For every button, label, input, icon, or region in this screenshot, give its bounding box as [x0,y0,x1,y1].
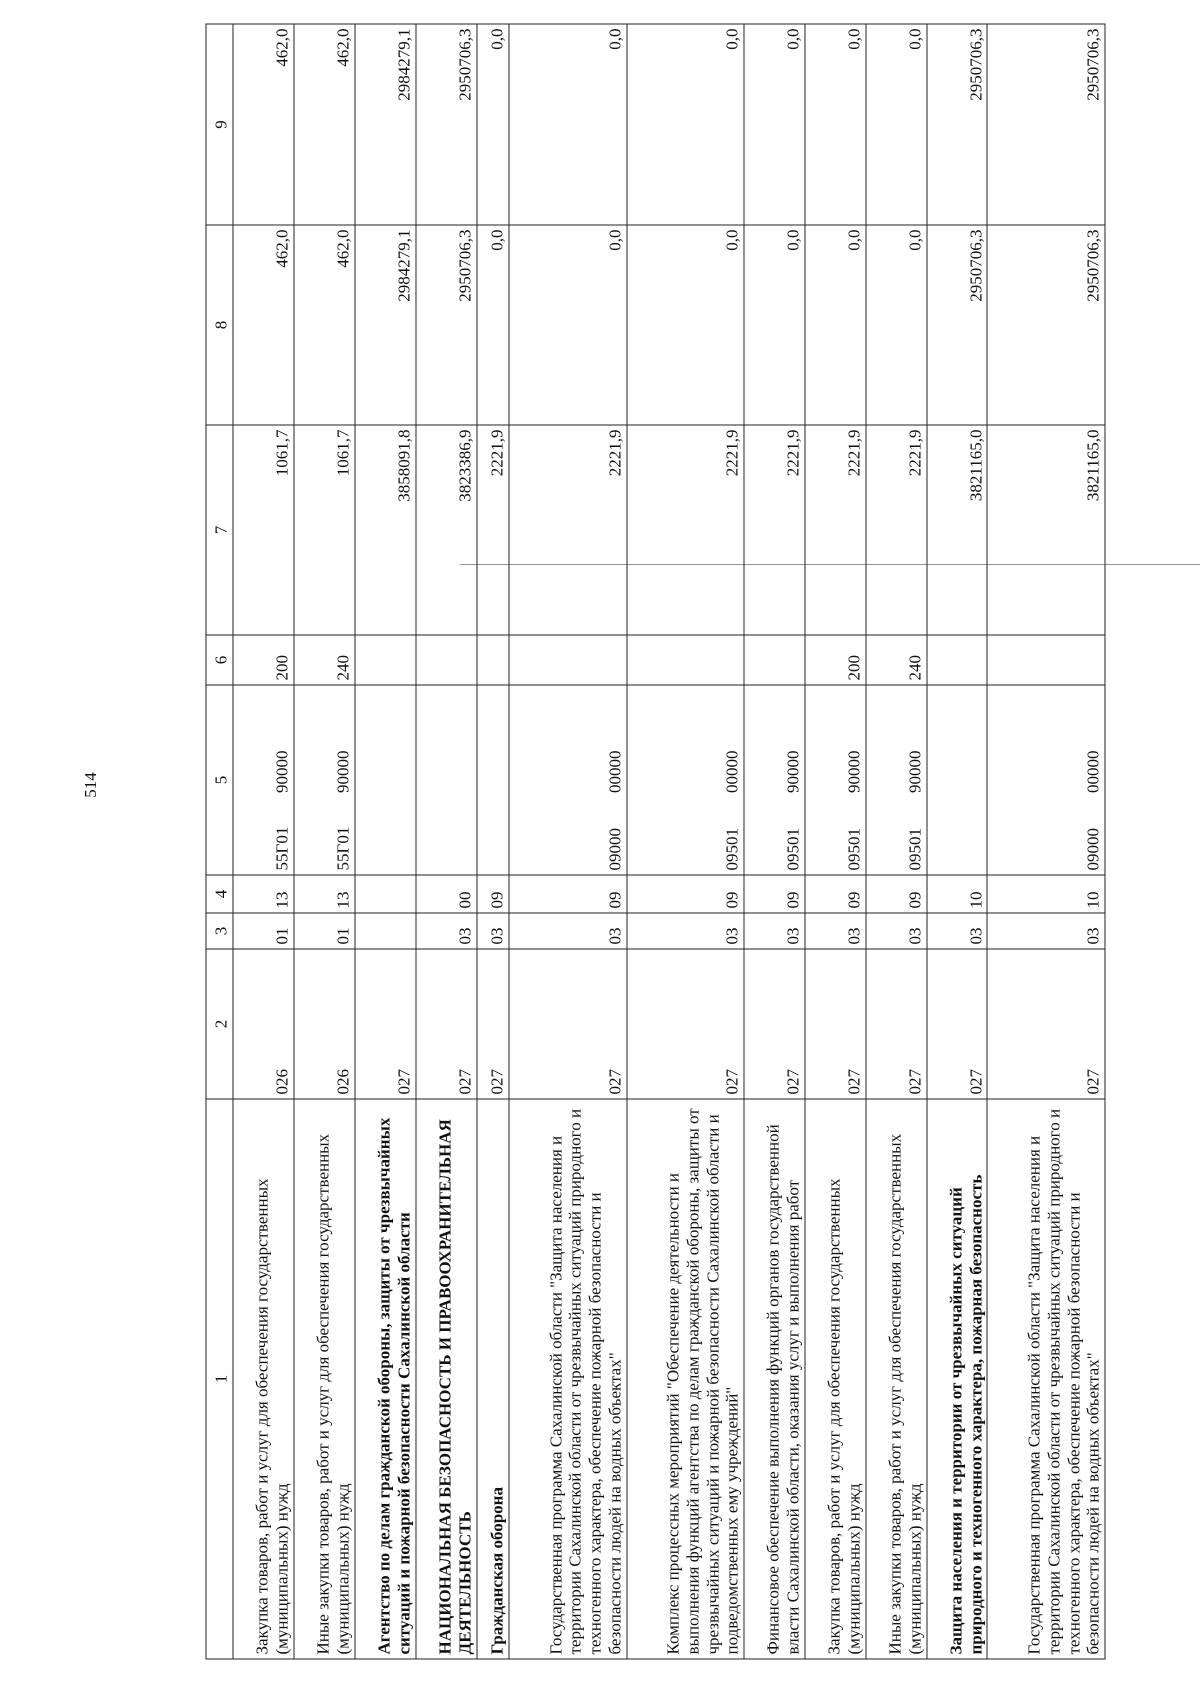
row-section-code: 03 [509,913,626,949]
row-amount-col7: 2221,9 [744,425,805,635]
row-program-code [355,685,416,875]
row-section-code: 03 [987,913,1105,949]
row-subsection-code: 10 [927,875,988,913]
row-amount-col8: 0,0 [477,225,510,425]
col-header-3: 3 [206,913,233,949]
row-ministry-code: 027 [866,949,927,1099]
row-expense-type: 240 [866,635,927,685]
program-code-part-1: 09501 [844,828,864,871]
row-amount-col9: 2950706,3 [987,24,1105,225]
row-amount-col7: 2221,9 [866,425,927,635]
col-header-7: 7 [206,425,233,635]
row-section-code: 03 [866,913,927,949]
row-amount-col9: 0,0 [744,24,805,225]
row-program-code [233,685,294,875]
row-amount-col8: 462,0 [233,225,294,425]
row-section-code [355,913,416,949]
header-row [206,24,233,1659]
row-amount-col9: 462,0 [233,24,294,225]
row-expense-type [744,635,805,685]
col-header-6: 6 [206,635,233,685]
table-row [509,24,626,1659]
table-row [744,24,805,1659]
row-amount-col8: 2950706,3 [416,225,477,425]
row-amount-col7: 3821165,0 [987,425,1105,635]
table-row [987,24,1105,1659]
row-program-code [805,685,866,875]
row-amount-col8: 0,0 [627,225,744,425]
row-ministry-code: 027 [355,949,416,1099]
row-amount-col8: 0,0 [805,225,866,425]
row-section-code: 03 [927,913,988,949]
row-name: Гражданская оборона [477,1099,510,1659]
row-name: Защита населения и территории от чрезвычайных ситуаций природного и техногенного характера, пожарная безопасность [927,1099,988,1659]
row-ministry-code: 027 [509,949,626,1099]
table-row [927,24,988,1659]
row-amount-col7: 3821165,0 [927,425,988,635]
row-section-code: 01 [233,913,294,949]
row-subsection-code: 10 [987,875,1105,913]
row-amount-col7: 2221,9 [509,425,626,635]
row-amount-col9: 0,0 [627,24,744,225]
program-code-part-2: 90000 [783,750,803,793]
row-subsection-code: 09 [866,875,927,913]
col-header-1: 1 [206,1099,233,1659]
program-code-part-1: 09000 [1083,828,1103,871]
row-name: Государственная программа Сахалинской области "Защита населения и территории Сахалинской области от чрезвычайных ситуаций природного и техногенного характера, обеспечение пожарной безопасности и безопасности людей на водных объектах" [987,1099,1105,1659]
row-expense-type: 200 [805,635,866,685]
row-section-code: 03 [416,913,477,949]
table-row [805,24,866,1659]
row-amount-col9: 0,0 [477,24,510,225]
col-header-5: 5 [206,685,233,875]
row-name: НАЦИОНАЛЬНАЯ БЕЗОПАСНОСТЬ И ПРАВООХРАНИТЕЛЬНАЯ ДЕЯТЕЛЬНОСТЬ [416,1099,477,1659]
row-amount-col9: 0,0 [866,24,927,225]
row-amount-col7: 2221,9 [627,425,744,635]
table-row [416,24,477,1659]
table-row [477,24,510,1659]
program-code-part-1: 09501 [905,828,925,871]
row-program-code [509,685,626,875]
row-subsection-code: 09 [744,875,805,913]
program-code-part-1: 55Г01 [333,826,353,871]
row-program-code [927,685,988,875]
row-expense-type [627,635,744,685]
row-section-code: 03 [627,913,744,949]
budget-table [206,24,1106,1660]
program-code-part-2: 90000 [272,750,292,793]
row-name: Закупка товаров, работ и услуг для обеспечения государственных (муниципальных) нужд [233,1099,294,1659]
row-amount-col9: 2984279,1 [355,24,416,225]
rotated-page [206,25,1106,1660]
row-amount-col8: 0,0 [744,225,805,425]
row-program-code [477,685,510,875]
row-program-code [987,685,1105,875]
row-expense-type [416,635,477,685]
row-amount-col8: 0,0 [509,225,626,425]
col-header-2: 2 [206,949,233,1099]
row-amount-col8: 2950706,3 [987,225,1105,425]
program-code-part-1: 09501 [783,828,803,871]
row-amount-col9: 0,0 [805,24,866,225]
row-amount-col9: 462,0 [294,24,355,225]
row-subsection-code [355,875,416,913]
row-name: Государственная программа Сахалинской области "Защита населения и территории Сахалинской области от чрезвычайных ситуаций природного и техногенного характера, обеспечение пожарной безопасности и безопасности людей на водных объектах" [509,1099,626,1659]
table-row [866,24,927,1659]
row-subsection-code: 13 [233,875,294,913]
row-program-code [866,685,927,875]
col-header-9: 9 [206,24,233,225]
row-amount-col8: 2950706,3 [927,225,988,425]
program-code-part-2: 00000 [722,750,742,793]
row-amount-col7: 2221,9 [805,425,866,635]
row-section-code: 01 [294,913,355,949]
program-code-part-2: 00000 [605,750,625,793]
program-code-part-2: 90000 [333,750,353,793]
row-amount-col8: 462,0 [294,225,355,425]
row-ministry-code: 026 [233,949,294,1099]
row-ministry-code: 027 [927,949,988,1099]
col-header-8: 8 [206,225,233,425]
program-code-part-1: 09000 [605,828,625,871]
row-amount-col8: 0,0 [866,225,927,425]
row-name: Комплекс процессных мероприятий "Обеспечение деятельности и выполнения функций агентства по делам гражданской обороны, защиты от чрезвычайных ситуаций и пожарной безопасности Сахалинской области и подведомственных ему учреждений" [627,1099,744,1659]
row-ministry-code: 027 [416,949,477,1099]
row-expense-type: 200 [233,635,294,685]
program-code-part-2: 00000 [1083,750,1103,793]
row-ministry-code: 027 [477,949,510,1099]
row-subsection-code: 09 [627,875,744,913]
row-name: Закупка товаров, работ и услуг для обеспечения государственных (муниципальных) нужд [805,1099,866,1659]
row-name: Иные закупки товаров, работ и услуг для обеспечения государственных (муниципальных) нужд [866,1099,927,1659]
row-expense-type [477,635,510,685]
table-row [627,24,744,1659]
row-subsection-code: 09 [805,875,866,913]
row-subsection-code: 09 [509,875,626,913]
row-amount-col7: 2221,9 [477,425,510,635]
row-ministry-code: 027 [987,949,1105,1099]
program-code-part-1: 09501 [722,828,742,871]
row-subsection-code: 13 [294,875,355,913]
program-code-part-2: 90000 [905,750,925,793]
row-program-code [416,685,477,875]
row-amount-col7: 3823386,9 [416,425,477,635]
col-header-4: 4 [206,875,233,913]
table-row [233,24,294,1659]
table-row [355,24,416,1659]
row-amount-col9: 0,0 [509,24,626,225]
row-section-code: 03 [744,913,805,949]
row-program-code [294,685,355,875]
row-expense-type [927,635,988,685]
row-amount-col7: 1061,7 [294,425,355,635]
row-amount-col9: 2950706,3 [927,24,988,225]
row-section-code: 03 [805,913,866,949]
row-section-code: 03 [477,913,510,949]
row-amount-col7: 1061,7 [233,425,294,635]
row-ministry-code: 027 [744,949,805,1099]
row-expense-type [509,635,626,685]
page-number: 514 [80,772,100,798]
program-code-part-2: 90000 [844,750,864,793]
row-name: Иные закупки товаров, работ и услуг для обеспечения государственных (муниципальных) нужд [294,1099,355,1659]
row-program-code [744,685,805,875]
row-expense-type: 240 [294,635,355,685]
row-name: Финансовое обеспечение выполнения функций органов государственной власти Сахалинской области, оказания услуг и выполнения работ [744,1099,805,1659]
row-subsection-code: 09 [477,875,510,913]
row-amount-col7: 3858091,8 [355,425,416,635]
row-amount-col9: 2950706,3 [416,24,477,225]
row-name: Агентство по делам гражданской обороны, защиты от чрезвычайных ситуаций и пожарной безопасности Сахалинской области [355,1099,416,1659]
program-code-part-1: 55Г01 [272,826,292,871]
row-expense-type [355,635,416,685]
row-expense-type [987,635,1105,685]
row-subsection-code: 00 [416,875,477,913]
row-amount-col8: 2984279,1 [355,225,416,425]
row-ministry-code: 026 [294,949,355,1099]
row-program-code [627,685,744,875]
row-ministry-code: 027 [627,949,744,1099]
table-row [294,24,355,1659]
row-ministry-code: 027 [805,949,866,1099]
